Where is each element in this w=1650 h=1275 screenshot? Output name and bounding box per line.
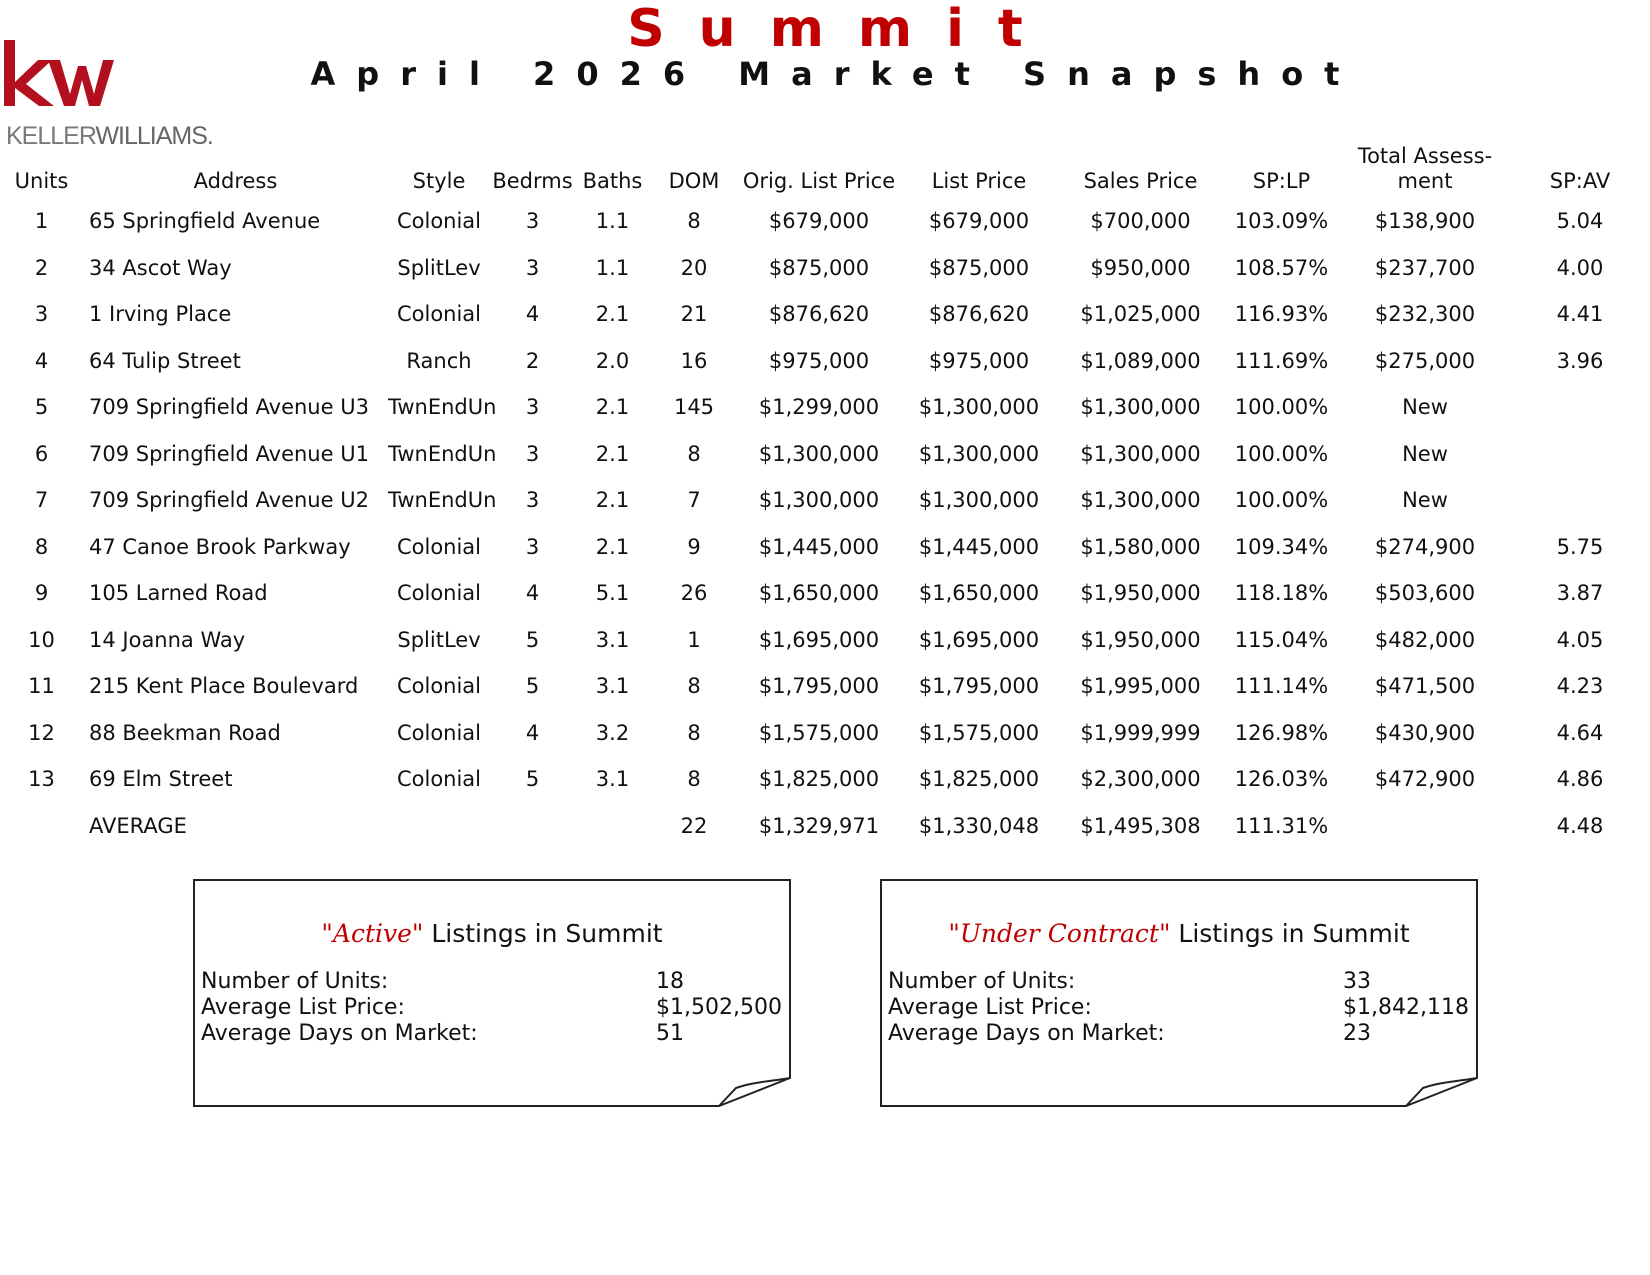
baths-cell: 2.0 <box>595 348 630 373</box>
style-cell: TwnEndUn <box>388 395 497 420</box>
address-cell: 14 Joanna Way <box>89 627 246 652</box>
bedrms-cell: 3 <box>525 534 540 559</box>
header-sp-av: SP:AV <box>1549 169 1611 193</box>
bedrms-cell: 2 <box>525 348 540 373</box>
average-unit-cell <box>0 803 83 850</box>
stat-row <box>888 995 1468 1021</box>
baths-cell: 2.1 <box>595 488 630 513</box>
baths-cell: 2.1 <box>595 534 630 559</box>
baths-cell: 3.1 <box>595 674 630 699</box>
sold-listings-table <box>0 138 1650 849</box>
style-cell: Colonial <box>396 302 482 327</box>
assessment-cell: $237,700 <box>1374 255 1476 280</box>
dom-cell: 8 <box>687 720 701 745</box>
assessment-cell: $472,900 <box>1374 767 1476 792</box>
unit-cell: 12 <box>28 720 55 745</box>
sales-price-cell: $1,025,000 <box>1080 302 1201 327</box>
sp-av-cell: 4.00 <box>1556 255 1604 280</box>
dom-cell: 145 <box>673 395 715 420</box>
header-address: Address <box>193 169 278 193</box>
table-row <box>0 663 1650 710</box>
avg-list-price-value: $1,842,118 <box>1343 995 1469 1020</box>
baths-cell: 2.1 <box>595 395 630 420</box>
header-style: Style <box>412 169 466 193</box>
address-cell: 65 Springfield Avenue <box>89 209 321 234</box>
table-row <box>0 384 1650 431</box>
stat-row <box>888 969 1468 995</box>
dom-cell: 1 <box>687 627 701 652</box>
style-cell: TwnEndUn <box>388 441 497 466</box>
baths-cell: 2.1 <box>595 441 630 466</box>
bedrms-cell: 3 <box>525 488 540 513</box>
style-cell: Colonial <box>396 674 482 699</box>
average-sp-av: 4.48 <box>1556 813 1604 838</box>
baths-cell: 3.1 <box>595 767 630 792</box>
assessment-cell: $430,900 <box>1374 720 1476 745</box>
header-dom: DOM <box>668 169 720 193</box>
average-sp-lp: 111.31% <box>1234 813 1329 838</box>
sp-lp-cell: 108.57% <box>1234 255 1329 280</box>
units-value: 18 <box>656 969 684 994</box>
sp-av-cell <box>1510 431 1650 478</box>
table-row <box>0 617 1650 664</box>
sales-price-cell: $1,089,000 <box>1080 348 1201 373</box>
sp-lp-cell: 118.18% <box>1234 581 1329 606</box>
avg-list-price-value: $1,502,500 <box>656 995 782 1020</box>
under-contract-heading-text: Listings in Summit <box>1170 919 1410 948</box>
sales-price-cell: $1,999,999 <box>1080 720 1201 745</box>
under-contract-listings-box <box>880 879 1478 1107</box>
unit-cell: 13 <box>28 767 55 792</box>
keller-williams-wordmark: KELLERWILLIAMS. <box>6 122 213 150</box>
orig-list-price-cell: $1,695,000 <box>758 627 880 652</box>
assessment-cell: New <box>1402 441 1448 466</box>
baths-cell: 3.1 <box>595 627 630 652</box>
address-cell: 709 Springfield Avenue U2 <box>89 488 369 513</box>
sp-lp-cell: 109.34% <box>1234 534 1329 559</box>
orig-list-price-cell: $679,000 <box>768 209 870 234</box>
orig-list-price-cell: $1,650,000 <box>758 581 880 606</box>
address-cell: 709 Springfield Avenue U3 <box>89 395 369 420</box>
header-sales-price: Sales Price <box>1083 169 1198 193</box>
address-cell: 105 Larned Road <box>89 581 268 606</box>
active-listings-box <box>193 879 791 1107</box>
units-value: 33 <box>1343 969 1371 994</box>
orig-list-price-cell: $1,825,000 <box>758 767 880 792</box>
units-label: Number of Units: <box>888 969 1076 994</box>
assessment-cell: $503,600 <box>1374 581 1476 606</box>
sp-lp-cell: 100.00% <box>1234 395 1329 420</box>
stat-row <box>888 1021 1468 1047</box>
sp-lp-cell: 126.03% <box>1234 767 1329 792</box>
stat-row <box>201 995 781 1021</box>
dom-cell: 16 <box>680 348 708 373</box>
address-cell: 47 Canoe Brook Parkway <box>89 534 351 559</box>
average-bedrms-cell <box>490 803 575 850</box>
list-price-cell: $679,000 <box>928 209 1030 234</box>
unit-cell: 6 <box>34 441 49 466</box>
average-sales-price: $1,495,308 <box>1080 813 1201 838</box>
assessment-cell: $232,300 <box>1374 302 1476 327</box>
dom-cell: 8 <box>687 441 701 466</box>
header-total-assessment-line2: ment <box>1397 169 1453 193</box>
sp-av-cell: 4.23 <box>1556 674 1604 699</box>
table-row <box>0 245 1650 292</box>
active-status-label: "Active" <box>321 919 424 948</box>
unit-cell: 7 <box>34 488 49 513</box>
orig-list-price-cell: $1,299,000 <box>758 395 880 420</box>
stat-row <box>201 1021 781 1047</box>
bedrms-cell: 4 <box>525 581 540 606</box>
sp-av-cell: 5.75 <box>1556 534 1604 559</box>
unit-cell: 2 <box>34 255 49 280</box>
baths-cell: 1.1 <box>595 255 630 280</box>
style-cell: Colonial <box>396 720 482 745</box>
assessment-cell: $482,000 <box>1374 627 1476 652</box>
unit-cell: 3 <box>34 302 49 327</box>
orig-list-price-cell: $1,445,000 <box>758 534 880 559</box>
dom-cell: 26 <box>680 581 708 606</box>
unit-cell: 11 <box>28 674 55 699</box>
header-total-assessment-line1: Total Assess- <box>1357 144 1493 168</box>
orig-list-price-cell: $1,575,000 <box>758 720 880 745</box>
avg-dom-label: Average Days on Market: <box>888 1021 1165 1046</box>
sp-av-cell: 4.86 <box>1556 767 1604 792</box>
sp-lp-cell: 103.09% <box>1234 209 1329 234</box>
address-cell: 1 Irving Place <box>89 302 232 327</box>
sp-av-cell: 4.64 <box>1556 720 1604 745</box>
sp-lp-cell: 111.69% <box>1234 348 1329 373</box>
average-orig-list-price: $1,329,971 <box>758 813 880 838</box>
assessment-cell: $275,000 <box>1374 348 1476 373</box>
sales-price-cell: $2,300,000 <box>1080 767 1201 792</box>
active-heading-text: Listings in Summit <box>423 919 663 948</box>
assessment-cell: New <box>1402 395 1448 420</box>
active-box-heading <box>193 919 791 948</box>
list-price-cell: $1,695,000 <box>918 627 1040 652</box>
bedrms-cell: 5 <box>525 627 540 652</box>
dom-cell: 21 <box>680 302 708 327</box>
list-price-cell: $1,300,000 <box>918 488 1040 513</box>
avg-dom-value: 51 <box>656 1021 684 1046</box>
list-price-cell: $1,445,000 <box>918 534 1040 559</box>
active-box-stats <box>201 969 781 1047</box>
average-list-price: $1,330,048 <box>918 813 1040 838</box>
under-contract-box-heading <box>880 919 1478 948</box>
style-cell: SplitLev <box>397 255 481 280</box>
address-cell: 64 Tulip Street <box>89 348 241 373</box>
sp-lp-cell: 116.93% <box>1234 302 1329 327</box>
unit-cell: 10 <box>28 627 55 652</box>
bedrms-cell: 4 <box>525 302 540 327</box>
units-label: Number of Units: <box>201 969 389 994</box>
style-cell: Ranch <box>406 348 472 373</box>
header-bedrms: Bedrms <box>492 169 573 193</box>
bedrms-cell: 5 <box>525 674 540 699</box>
sp-lp-cell: 126.98% <box>1234 720 1329 745</box>
avg-list-price-label: Average List Price: <box>201 995 405 1020</box>
header-orig-list-price: Orig. List Price <box>742 169 896 193</box>
bedrms-cell: 3 <box>525 441 540 466</box>
table-row <box>0 756 1650 803</box>
table-row <box>0 198 1650 245</box>
bedrms-cell: 5 <box>525 767 540 792</box>
average-dom: 22 <box>680 813 708 838</box>
orig-list-price-cell: $875,000 <box>768 255 870 280</box>
sales-price-cell: $950,000 <box>1090 255 1191 280</box>
style-cell: Colonial <box>396 209 482 234</box>
sp-lp-cell: 111.14% <box>1234 674 1329 699</box>
header-units: Units <box>14 169 69 193</box>
list-price-cell: $1,300,000 <box>918 395 1040 420</box>
sp-av-cell: 3.96 <box>1556 348 1604 373</box>
dom-cell: 20 <box>680 255 708 280</box>
dom-cell: 8 <box>687 674 701 699</box>
sp-lp-cell: 115.04% <box>1234 627 1329 652</box>
page-title: Summit <box>627 0 1057 59</box>
list-price-cell: $876,620 <box>928 302 1030 327</box>
page-subtitle: April 2026 Market Snapshot <box>310 55 1361 93</box>
orig-list-price-cell: $1,300,000 <box>758 441 880 466</box>
style-cell: Colonial <box>396 534 482 559</box>
sales-price-cell: $1,300,000 <box>1080 395 1201 420</box>
sales-price-cell: $1,950,000 <box>1080 581 1201 606</box>
baths-cell: 2.1 <box>595 302 630 327</box>
assessment-cell: $274,900 <box>1374 534 1476 559</box>
table-row <box>0 710 1650 757</box>
address-cell: 69 Elm Street <box>89 767 233 792</box>
style-cell: TwnEndUn <box>388 488 497 513</box>
bedrms-cell: 3 <box>525 209 540 234</box>
sp-av-cell: 5.04 <box>1556 209 1604 234</box>
style-cell: Colonial <box>396 581 482 606</box>
average-style-cell <box>388 803 490 850</box>
header-list-price: List Price <box>931 169 1027 193</box>
sp-av-cell <box>1510 477 1650 524</box>
unit-cell: 5 <box>34 395 49 420</box>
avg-dom-label: Average Days on Market: <box>201 1021 478 1046</box>
list-price-cell: $1,575,000 <box>918 720 1040 745</box>
dom-cell: 8 <box>687 209 701 234</box>
assessment-cell: $471,500 <box>1374 674 1476 699</box>
dom-cell: 9 <box>687 534 701 559</box>
sales-price-cell: $1,300,000 <box>1080 488 1201 513</box>
table-row <box>0 431 1650 478</box>
sales-price-cell: $1,300,000 <box>1080 441 1201 466</box>
average-label: AVERAGE <box>89 813 187 838</box>
sp-av-cell: 4.05 <box>1556 627 1604 652</box>
list-price-cell: $1,825,000 <box>918 767 1040 792</box>
sales-price-cell: $1,950,000 <box>1080 627 1201 652</box>
table-row <box>0 570 1650 617</box>
sp-av-cell <box>1510 384 1650 431</box>
table-row <box>0 291 1650 338</box>
orig-list-price-cell: $1,795,000 <box>758 674 880 699</box>
average-row <box>0 803 1650 850</box>
orig-list-price-cell: $1,300,000 <box>758 488 880 513</box>
address-cell: 34 Ascot Way <box>89 255 232 280</box>
baths-cell: 3.2 <box>595 720 630 745</box>
baths-cell: 5.1 <box>595 581 630 606</box>
header-baths: Baths <box>582 169 643 193</box>
under-contract-status-label: "Under Contract" <box>948 919 1171 948</box>
list-price-cell: $875,000 <box>928 255 1030 280</box>
unit-cell: 9 <box>34 581 49 606</box>
style-cell: Colonial <box>396 767 482 792</box>
assessment-cell: $138,900 <box>1374 209 1476 234</box>
unit-cell: 1 <box>34 209 49 234</box>
average-assessment-cell <box>1340 803 1510 850</box>
bedrms-cell: 3 <box>525 395 540 420</box>
dom-cell: 8 <box>687 767 701 792</box>
assessment-cell: New <box>1402 488 1448 513</box>
table-row <box>0 477 1650 524</box>
sales-price-cell: $700,000 <box>1090 209 1191 234</box>
list-price-cell: $975,000 <box>928 348 1030 373</box>
table-header-row <box>0 138 1650 198</box>
list-price-cell: $1,795,000 <box>918 674 1040 699</box>
baths-cell: 1.1 <box>595 209 630 234</box>
avg-dom-value: 23 <box>1343 1021 1371 1046</box>
address-cell: 215 Kent Place Boulevard <box>89 674 359 699</box>
address-cell: 88 Beekman Road <box>89 720 281 745</box>
table-row <box>0 524 1650 571</box>
avg-list-price-label: Average List Price: <box>888 995 1092 1020</box>
address-cell: 709 Springfield Avenue U1 <box>89 441 369 466</box>
sp-av-cell: 3.87 <box>1556 581 1604 606</box>
sales-price-cell: $1,580,000 <box>1080 534 1201 559</box>
sp-av-cell: 4.41 <box>1556 302 1604 327</box>
stat-row <box>201 969 781 995</box>
header-total-assessment <box>1340 138 1510 198</box>
sales-price-cell: $1,995,000 <box>1080 674 1201 699</box>
list-price-cell: $1,650,000 <box>918 581 1040 606</box>
unit-cell: 8 <box>34 534 49 559</box>
under-contract-box-stats <box>888 969 1468 1047</box>
header-sp-lp: SP:LP <box>1252 169 1311 193</box>
orig-list-price-cell: $876,620 <box>768 302 870 327</box>
sp-lp-cell: 100.00% <box>1234 441 1329 466</box>
bedrms-cell: 4 <box>525 720 540 745</box>
orig-list-price-cell: $975,000 <box>768 348 870 373</box>
sp-lp-cell: 100.00% <box>1234 488 1329 513</box>
average-baths-cell <box>575 803 650 850</box>
unit-cell: 4 <box>34 348 49 373</box>
bedrms-cell: 3 <box>525 255 540 280</box>
dom-cell: 7 <box>687 488 701 513</box>
list-price-cell: $1,300,000 <box>918 441 1040 466</box>
style-cell: SplitLev <box>397 627 481 652</box>
table-row <box>0 338 1650 385</box>
